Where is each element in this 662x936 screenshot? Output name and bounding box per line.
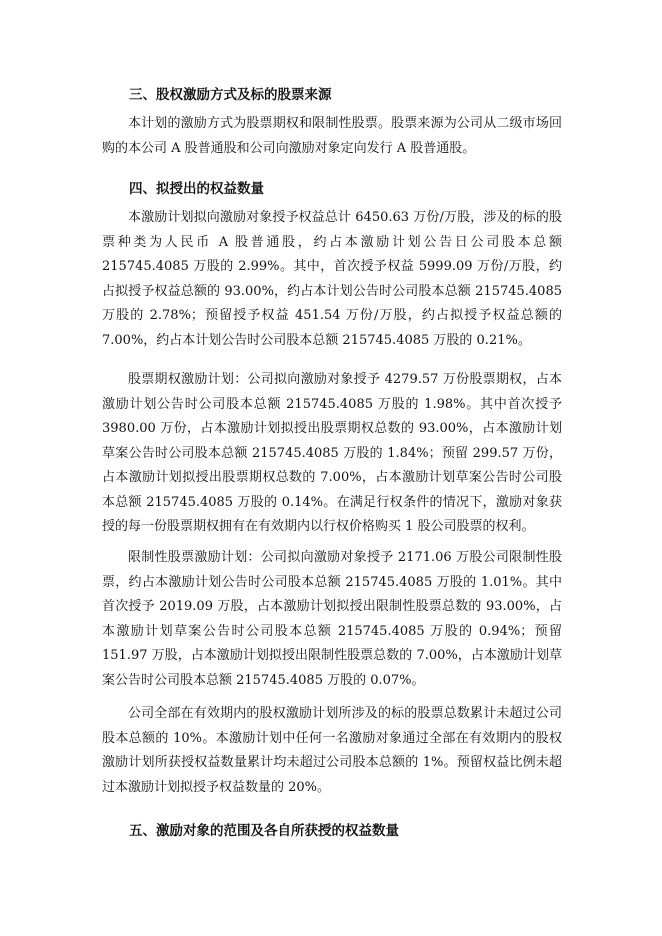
section-4-paragraph-restricted-stock: 限制性股票激励计划：公司拟向激励对象授予 2171.06 万股公司限制性股票，约占本激励计划公告时公司股本总额 215745.4085 万股的 1.01%。其中首次授予 2019.09 万股，占本激励计划拟授出限制性股票总数的 93.00%，占本激励计划草案公告时公司股本总额 215745.4085 万股的 0.94%；预留 151.97 万股，占本激励计划拟授出限制性股票总数的 7.00%，占本激励计划草案公告时公司股本总额 215745.4085 万股的 0.07%。 bbox=[102, 550, 562, 688]
section-4-paragraph-stock-options: 股票期权激励计划：公司拟向激励对象授予 4279.57 万份股票期权，占本激励计划公告时公司股本总额 215745.4085 万股的 1.98%。其中首次授予 3980.00 万份，占本激励计划拟授出股票期权总数的 93.00%，占本激励计划草案公告时公司股本总额 215745.4085 万股的 1.84%；预留 299.57 万份，占本激励计划拟授出股票期权总数的 7.00%，占本激励计划草案公告时公司股本总额 215745.4085 万股的 0.14%。在满足行权条件的情况下，激励对象获授的每一份股票期权拥有在有效期内以行权价格购买 1 股公司股票的权利。 bbox=[102, 372, 562, 534]
section-3-heading: 三、股权激励方式及标的股票来源 bbox=[129, 87, 332, 103]
section-4-paragraph-limits: 公司全部在有效期内的股权激励计划所涉及的标的股票总数累计未超过公司股本总额的 10%。本激励计划中任何一名激励对象通过全部在有效期内的股权激励计划所获授权益数量累计均未超过公司股本总额的 1%。预留权益比例未超过本激励计划拟授予权益数量的 20%。 bbox=[102, 706, 562, 795]
section-4-paragraph-total: 本激励计划拟向激励对象授予权益总计 6450.63 万份/万股，涉及的标的股票种类为人民币 A 股普通股，约占本激励计划公告日公司股本总额 215745.4085 万股的 2.99%。其中，首次授予权益 5999.09 万份/万股，约占拟授予权益总额的 93.00%，约占本计划公告时公司股本总额 215745.4085 万股的 2.78%；预留授予权益 451.54 万份/万股，约占拟授予权益总额的 7.00%，约占本计划公告时公司股本总额 215745.4085 万股的 0.21%。 bbox=[102, 210, 562, 348]
section-5-heading: 五、激励对象的范围及各自所获授的权益数量 bbox=[129, 823, 399, 839]
section-3-paragraph: 本计划的激励方式为股票期权和限制性股票。股票来源为公司从二级市场回购的本公司 A 股普通股和公司向激励对象定向发行 A 股普通股。 bbox=[102, 116, 562, 156]
section-4-heading: 四、拟授出的权益数量 bbox=[129, 181, 264, 197]
